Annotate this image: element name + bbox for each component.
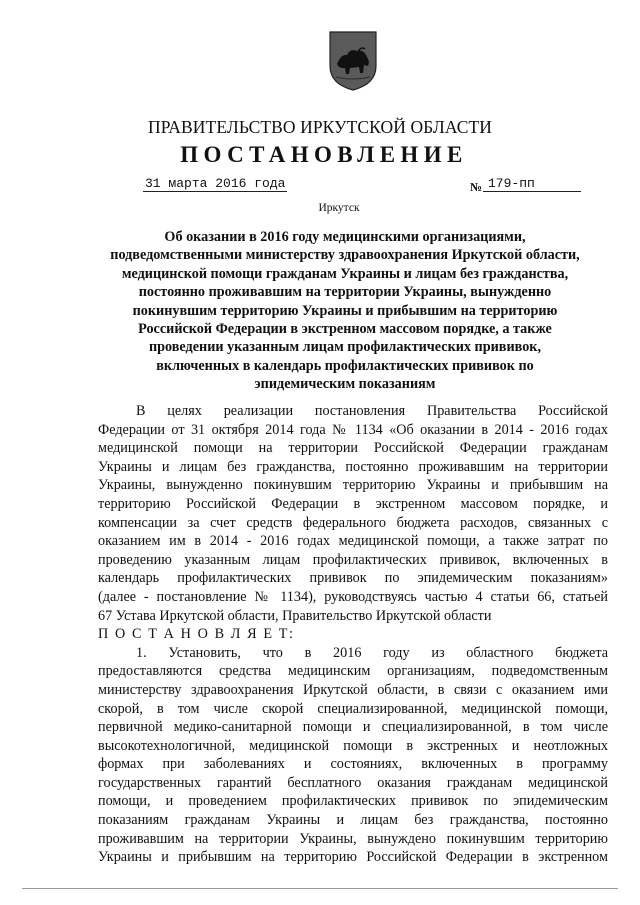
item-1-line: Украины и прибывшим на территорию Российской Федерации в экстренном (98, 849, 608, 866)
title-line: подведомственными министерству здравоохранения Иркутской области, (110, 247, 580, 264)
item-1-line: помощи, и проведением профилактических прививок по эпидемическим (98, 793, 608, 810)
item-1-line: показаниям гражданам Украины и лицам без гражданства, постоянно (98, 812, 608, 829)
item-1-line: государственных гарантий бесплатного оказания гражданам медицинской (98, 774, 608, 791)
preamble-line: проведению указанным лицам профилактических прививок, включенных в (98, 551, 608, 568)
title-line: проведении указанным лицам профилактических прививок, (148, 339, 542, 356)
item-1-line: предоставляются средства медицинским организациям, подведомственным (98, 663, 608, 680)
preamble-line: территорию Российской Федерации в экстренном массовом порядке, и (98, 495, 608, 512)
date-value: 31 марта 2016 года (145, 176, 286, 191)
title-line: Об оказании в 2016 году медицинскими организациями, (164, 229, 526, 245)
irkutsk-oblast-emblem (328, 30, 378, 92)
item-1-line: высокотехнологичной, медицинской помощи в экстренных и неотложных (98, 737, 608, 754)
document-type: ПОСТАНОВЛЕНИЕ (180, 142, 468, 167)
city: Иркутск (318, 202, 360, 214)
title-line: постоянно проживавшим на территории Украины, вынужденно (138, 284, 552, 301)
item-1-line: формах при заболеваниях и состояниях, включенных в программу (98, 756, 608, 773)
preamble-line: календарь профилактических прививок по эпидемическим показаниям» (98, 570, 608, 587)
item-1-line: министерству здравоохранения Иркутской области, в связи с оказанием ими (98, 681, 608, 698)
title-line: Российской Федерации в экстренном массовом порядке, а также (138, 321, 552, 338)
title-line: эпидемическим показаниям (254, 376, 436, 393)
preamble-line: оказанием им в 2014 - 2016 годах медицинской помощи, а также затрат по (98, 533, 608, 550)
document-body (98, 402, 608, 867)
preamble-line: 67 Устава Иркутской области, Правительство Иркутской области (98, 607, 492, 624)
government-name: ПРАВИТЕЛЬСТВО ИРКУТСКОЙ ОБЛАСТИ (147, 117, 493, 137)
item-1-line: первичной медико-санитарной помощи и специализированной, в том числе (98, 719, 608, 736)
item-1-line: проживавшим на территории Украины, вынуждено покинувшим территорию (98, 830, 608, 847)
preamble-line: (далее - постановление № 1134), руководствуясь частью 4 статьи 66, статьей (98, 588, 608, 605)
item-1-line: скорой, в том числе скорой специализированной, медицинской помощи, (98, 700, 608, 717)
title-line: медицинской помощи гражданам Украины и лицам без гражданства, (121, 265, 569, 282)
preamble-line: компенсации за счет средств федерального бюджета расходов, связанных с (98, 514, 608, 531)
preamble-line: Украины, вынужденно покинувшим территорию Украины и прибывшим на (98, 477, 608, 494)
document-title (95, 228, 595, 394)
item-1-line: 1. Установить, что в 2016 году из областного бюджета (136, 644, 608, 661)
number-label: № (470, 180, 483, 194)
document-number: 179-пп (483, 176, 581, 192)
title-line: покинувшим территорию Украины и прибывшим на территорию (132, 302, 558, 319)
preamble-line: Федерации от 31 октября 2014 года № 1134 «Об оказании в 2014 - 2016 годах (98, 421, 608, 438)
preamble-line: В целях реализации постановления Правительства Российской (136, 403, 608, 419)
preamble-line: Украины и лицам без гражданства, постоянно проживавшим на территории (98, 458, 608, 475)
title-line: включенных в календарь профилактических прививок по (156, 357, 534, 374)
preamble-line: медицинской помощи на территории Российской Федерации гражданам (98, 440, 608, 457)
document-date (143, 176, 287, 191)
decree-word: П О С Т А Н О В Л Я Е Т: (98, 626, 295, 643)
page-edge-divider (22, 888, 618, 889)
